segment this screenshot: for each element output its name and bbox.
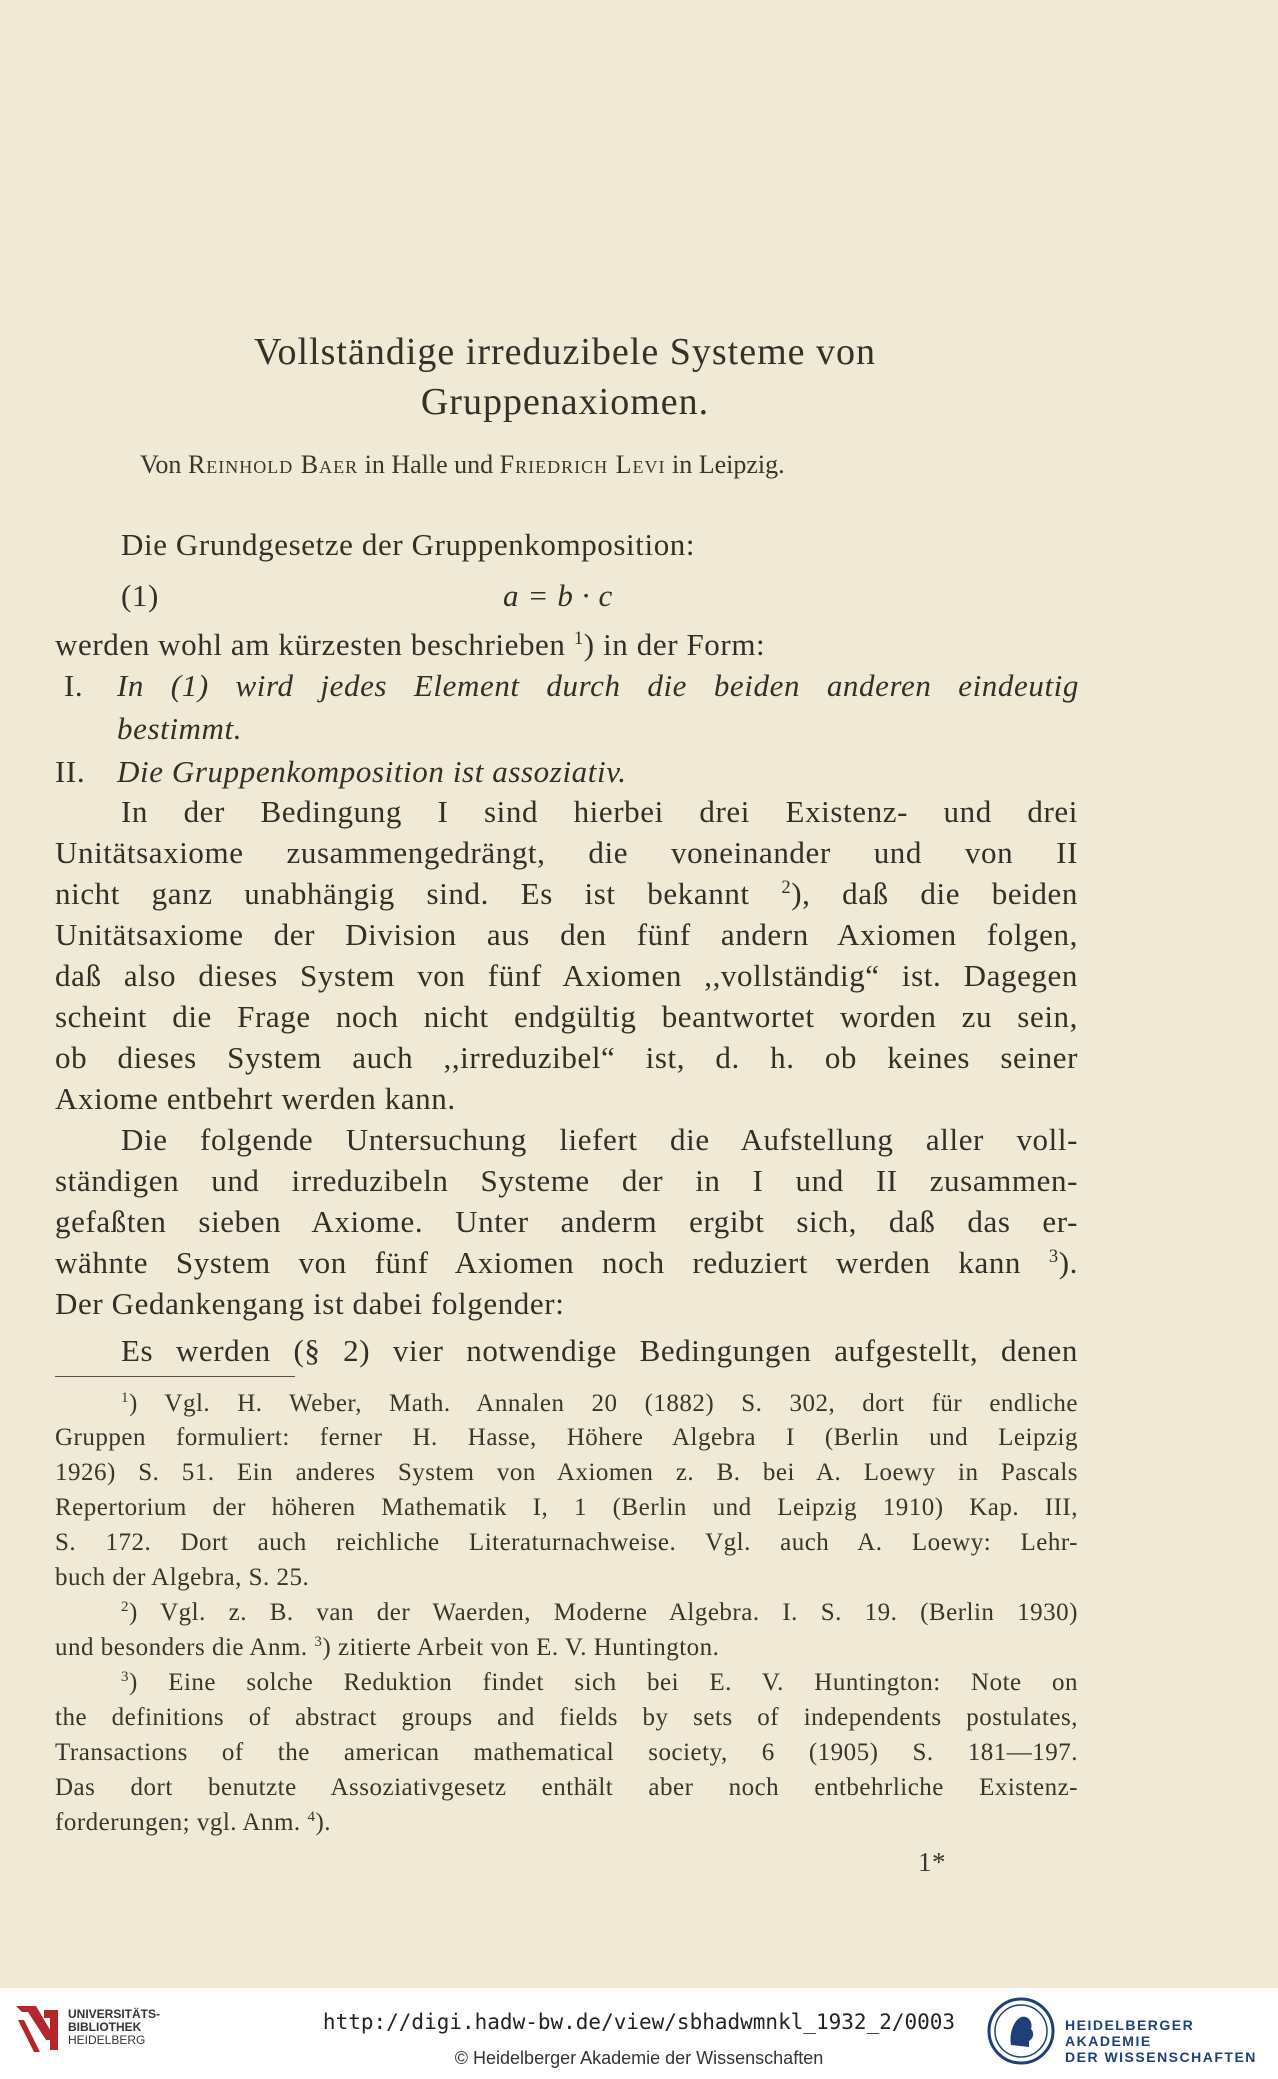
footnote-1: buch der Algebra, S. 25.: [55, 1564, 310, 1591]
body-line: Es werden (§ 2) vier notwendige Bedingungen aufgestellt, denen: [121, 1333, 1078, 1368]
copyright-notice: © Heidelberger Akademie der Wissenschaften: [454, 2048, 824, 2068]
article-title-line1: Vollständige irreduzibele Systeme von: [253, 331, 876, 373]
body-line: ständigen und irreduzibeln Systeme der in I und II zusammen-: [55, 1163, 1078, 1198]
body-line: Der Gedankengang ist dabei folgender:: [55, 1286, 565, 1321]
body-line: Unitätsaxiome zusammengedrängt, die voneinander und von II: [55, 835, 1078, 870]
footnote-1: 1926) S. 51. Ein anderes System von Axiomen z. B. bei A. Loewy in Pascals: [55, 1459, 1078, 1486]
footnote-3: Transactions of the american mathematical society, 6 (1905) S. 181—197.: [55, 1739, 1078, 1766]
footnote-1: Gruppen formuliert: ferner H. Hasse, Höhere Algebra I (Berlin und Leipzig: [55, 1424, 1078, 1451]
body-line: daß also dieses System von fünf Axiomen ,,vollständig“ ist. Dagegen: [55, 958, 1078, 993]
article-title-line2: Gruppenaxiomen.: [420, 381, 710, 423]
footnote-3: $^3$) Eine solche Reduktion findet sich bei E. V. Huntington: Note on: [121, 1669, 1078, 1696]
axiom-label-i: I.: [64, 668, 84, 703]
footnote-3: forderungen; vgl. Anm. $^4$).: [55, 1809, 332, 1836]
axiom-ii-text: Die Gruppenkomposition ist assoziativ.: [117, 754, 627, 789]
axiom-i-text: In (1) wird jedes Element durch die beiden anderen eindeutig: [117, 668, 1079, 703]
body-line: wähnte System von fünf Axiomen noch reduziert werden kann $^3$).: [55, 1245, 1078, 1280]
author-baer: Reinhold Baer: [187, 450, 359, 479]
footnote-3: the definitions of abstract groups and fields by sets of independents postulates,: [55, 1704, 1078, 1731]
footnote-2: und besonders die Anm. $^3$) zitierte Arbeit von E. V. Huntington.: [55, 1634, 720, 1661]
body-line: ob dieses System auch ,,irreduzibel“ ist, d. h. ob keines seiner: [55, 1040, 1078, 1075]
footnote-1: S. 172. Dort auch reichliche Literaturnachweise. Vgl. auch A. Loewy: Lehr-: [55, 1529, 1078, 1556]
permalink-url[interactable]: http://digi.hadw-bw.de/view/sbhadwmnkl_1932_2/0003: [322, 2010, 956, 2034]
body-line: nicht ganz unabhängig sind. Es ist bekannt $^2$), daß die beiden: [55, 876, 1078, 911]
body-line: scheint die Frage noch nicht endgültig beantwortet worden zu sein,: [55, 999, 1078, 1034]
footnote-1: Repertorium der höheren Mathematik I, 1 (Berlin und Leipzig 1910) Kap. III,: [55, 1494, 1078, 1521]
body-line: Unitätsaxiome der Division aus den fünf andern Axiomen folgen,: [55, 917, 1078, 952]
author-levi: Friedrich Levi: [499, 450, 666, 479]
body-line: In der Bedingung I sind hierbei drei Existenz- und drei: [121, 794, 1078, 829]
footnote-3: Das dort benutzte Assoziativgesetz enthält aber noch entbehrliche Existenz-: [55, 1774, 1078, 1801]
body-line: gefaßten sieben Axiome. Unter anderm ergibt sich, daß das er-: [55, 1204, 1078, 1239]
ub-heidelberg-label: UNIVERSITÄTS- BIBLIOTHEK HEIDELBERG: [68, 2007, 161, 2047]
footnote-1: $^1$) Vgl. H. Weber, Math. Annalen 20 (1882) S. 302, dort für endliche: [121, 1390, 1078, 1417]
footnote-divider: [55, 1376, 295, 1377]
byline: Von Reinhold Baer in Halle und Friedrich Levi in Leipzig.: [140, 450, 785, 479]
body-line: Die Grundgesetze der Gruppenkomposition:: [121, 527, 696, 562]
equation: a = b · c: [503, 578, 613, 613]
equation-number: (1): [121, 578, 159, 613]
axiom-i-text: bestimmt.: [117, 711, 243, 746]
body-line: Die folgende Untersuchung liefert die Aufstellung aller voll-: [121, 1122, 1078, 1157]
body-line: Axiome entbehrt werden kann.: [55, 1081, 456, 1116]
footnote-2: $^2$) Vgl. z. B. van der Waerden, Moderne Algebra. I. S. 19. (Berlin 1930): [121, 1599, 1078, 1626]
axiom-label-ii: II.: [55, 754, 86, 789]
page-signature: 1*: [918, 1847, 946, 1877]
hadw-label: HEIDELBERGER AKADEMIE DER WISSENSCHAFTEN: [1065, 2017, 1257, 2065]
body-line: werden wohl am kürzesten beschrieben $^1$) in der Form:: [55, 627, 766, 662]
hadw-seal-icon[interactable]: [987, 1995, 1055, 2067]
